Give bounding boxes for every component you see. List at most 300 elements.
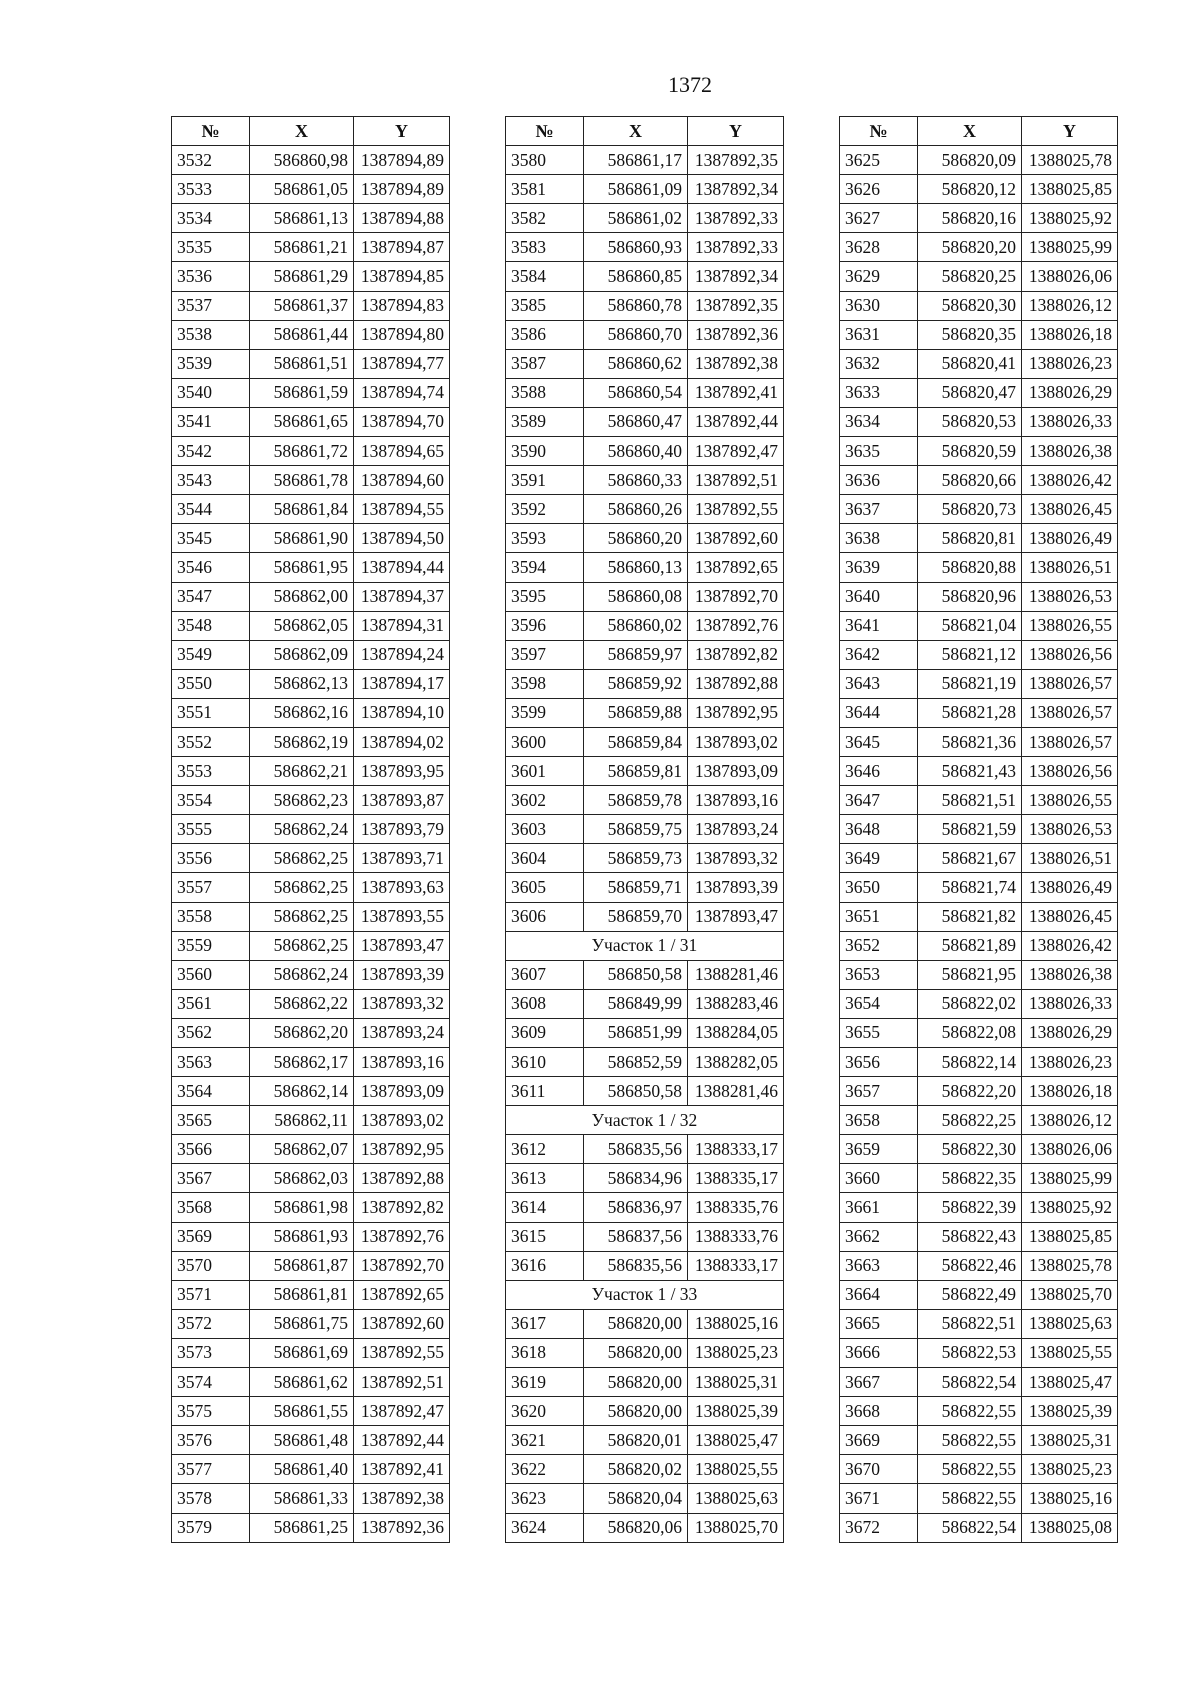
cell-y: 1388025,47 [1022,1368,1118,1397]
cell-num: 3565 [172,1106,250,1135]
table-row [172,1397,450,1426]
cell-x: 586821,19 [918,669,1022,698]
cell-x: 586862,19 [250,727,354,756]
cell-x: 586822,49 [918,1280,1022,1309]
cell-num: 3541 [172,407,250,436]
cell-x: 586860,26 [584,495,688,524]
cell-x: 586862,24 [250,815,354,844]
table-row [506,727,784,756]
table-row [840,495,1118,524]
table-row [172,1280,450,1309]
table-row [840,640,1118,669]
cell-x: 586821,89 [918,931,1022,960]
cell-x: 586820,53 [918,407,1022,436]
cell-num: 3560 [172,960,250,989]
cell-y: 1387892,76 [688,611,784,640]
cell-x: 586860,20 [584,524,688,553]
table-row [172,960,450,989]
cell-num: 3664 [840,1280,918,1309]
cell-x: 586861,87 [250,1251,354,1280]
cell-x: 586862,07 [250,1135,354,1164]
cell-num: 3663 [840,1251,918,1280]
cell-num: 3612 [506,1135,584,1164]
table-row [840,1338,1118,1367]
cell-y: 1387894,89 [354,175,450,204]
cell-num: 3588 [506,378,584,407]
cell-y: 1387894,02 [354,727,450,756]
cell-x: 586822,20 [918,1077,1022,1106]
cell-num: 3613 [506,1164,584,1193]
cell-x: 586852,59 [584,1048,688,1077]
cell-num: 3557 [172,873,250,902]
cell-y: 1387892,60 [688,524,784,553]
cell-y: 1387893,95 [354,757,450,786]
cell-x: 586861,59 [250,378,354,407]
cell-x: 586822,46 [918,1251,1022,1280]
cell-y: 1387892,47 [688,437,784,466]
table-row [506,204,784,233]
coordinate-table-3 [839,116,1118,1543]
cell-num: 3576 [172,1426,250,1455]
cell-y: 1387892,36 [688,320,784,349]
column-header-y: Y [1022,117,1118,146]
table-row [172,844,450,873]
cell-x: 586862,13 [250,669,354,698]
cell-y: 1388025,31 [1022,1426,1118,1455]
cell-y: 1388026,12 [1022,1106,1118,1135]
table-row [172,873,450,902]
cell-y: 1387894,24 [354,640,450,669]
cell-x: 586860,13 [584,553,688,582]
cell-num: 3656 [840,1048,918,1077]
cell-x: 586860,02 [584,611,688,640]
table-row [840,1164,1118,1193]
cell-num: 3626 [840,175,918,204]
cell-y: 1387893,39 [688,873,784,902]
table-row [506,669,784,698]
cell-x: 586861,65 [250,407,354,436]
cell-num: 3577 [172,1455,250,1484]
table-row [840,757,1118,786]
table-row [172,349,450,378]
cell-num: 3533 [172,175,250,204]
table-row [172,466,450,495]
table-row [172,146,450,175]
cell-y: 1387894,17 [354,669,450,698]
column-header-x: X [250,117,354,146]
table-row [172,1106,450,1135]
cell-num: 3628 [840,233,918,262]
cell-num: 3542 [172,437,250,466]
table-row [172,1251,450,1280]
table-row [506,291,784,320]
cell-num: 3615 [506,1222,584,1251]
table-row [172,437,450,466]
cell-y: 1388026,12 [1022,291,1118,320]
cell-num: 3587 [506,349,584,378]
section-header-row [506,1280,784,1309]
cell-y: 1387894,70 [354,407,450,436]
cell-y: 1387892,44 [354,1426,450,1455]
cell-y: 1388026,55 [1022,611,1118,640]
cell-y: 1387893,39 [354,960,450,989]
cell-y: 1387893,55 [354,902,450,931]
cell-num: 3595 [506,582,584,611]
cell-num: 3610 [506,1048,584,1077]
cell-x: 586860,62 [584,349,688,378]
table-row [840,1077,1118,1106]
cell-x: 586862,11 [250,1106,354,1135]
table-row [840,960,1118,989]
cell-y: 1387892,38 [354,1484,450,1513]
cell-num: 3569 [172,1222,250,1251]
table-row [506,262,784,291]
cell-y: 1388025,70 [688,1513,784,1542]
cell-x: 586861,62 [250,1368,354,1397]
cell-num: 3599 [506,698,584,727]
table-row [840,437,1118,466]
table-row [172,902,450,931]
cell-x: 586821,82 [918,902,1022,931]
table-row [506,146,784,175]
cell-y: 1388281,46 [688,960,784,989]
cell-y: 1388333,76 [688,1222,784,1251]
cell-x: 586859,84 [584,727,688,756]
table-row [840,291,1118,320]
table-row [506,1135,784,1164]
cell-x: 586859,73 [584,844,688,873]
cell-y: 1387892,65 [688,553,784,582]
table-row [172,698,450,727]
cell-num: 3537 [172,291,250,320]
cell-y: 1388025,47 [688,1426,784,1455]
cell-x: 586822,39 [918,1193,1022,1222]
cell-x: 586821,74 [918,873,1022,902]
cell-y: 1388026,23 [1022,1048,1118,1077]
section-label: Участок 1 / 32 [506,1106,784,1135]
cell-num: 3546 [172,553,250,582]
cell-x: 586861,90 [250,524,354,553]
cell-num: 3640 [840,582,918,611]
cell-x: 586820,35 [918,320,1022,349]
coordinate-table-1 [171,116,450,1543]
cell-x: 586822,55 [918,1397,1022,1426]
cell-num: 3540 [172,378,250,407]
cell-x: 586850,58 [584,1077,688,1106]
cell-num: 3553 [172,757,250,786]
cell-y: 1388026,38 [1022,960,1118,989]
cell-x: 586862,25 [250,844,354,873]
cell-y: 1387892,34 [688,175,784,204]
cell-y: 1388026,29 [1022,378,1118,407]
cell-num: 3532 [172,146,250,175]
cell-x: 586822,02 [918,989,1022,1018]
cell-x: 586820,73 [918,495,1022,524]
cell-y: 1387893,71 [354,844,450,873]
cell-num: 3561 [172,989,250,1018]
table-row [840,204,1118,233]
cell-x: 586821,28 [918,698,1022,727]
cell-num: 3616 [506,1251,584,1280]
cell-x: 586860,70 [584,320,688,349]
cell-num: 3564 [172,1077,250,1106]
cell-x: 586861,37 [250,291,354,320]
column-header-num: № [506,117,584,146]
cell-x: 586820,59 [918,437,1022,466]
cell-num: 3562 [172,1018,250,1047]
cell-x: 586834,96 [584,1164,688,1193]
table-row [840,815,1118,844]
table-row [172,1426,450,1455]
cell-y: 1388026,51 [1022,553,1118,582]
cell-x: 586861,02 [584,204,688,233]
cell-x: 586820,20 [918,233,1022,262]
cell-y: 1387892,76 [354,1222,450,1251]
cell-num: 3572 [172,1309,250,1338]
table-row [840,1368,1118,1397]
cell-x: 586820,00 [584,1368,688,1397]
cell-x: 586860,40 [584,437,688,466]
cell-y: 1388026,57 [1022,698,1118,727]
cell-x: 586861,72 [250,437,354,466]
table-row [506,757,784,786]
cell-num: 3659 [840,1135,918,1164]
table-row [506,902,784,931]
cell-num: 3600 [506,727,584,756]
cell-x: 586860,98 [250,146,354,175]
cell-num: 3649 [840,844,918,873]
column-header-y: Y [688,117,784,146]
cell-x: 586861,93 [250,1222,354,1251]
cell-y: 1387894,87 [354,233,450,262]
cell-y: 1387892,82 [354,1193,450,1222]
cell-x: 586861,48 [250,1426,354,1455]
cell-num: 3648 [840,815,918,844]
cell-num: 3586 [506,320,584,349]
table-row [172,1018,450,1047]
table-row [506,233,784,262]
cell-num: 3590 [506,437,584,466]
cell-y: 1387893,87 [354,786,450,815]
table-row [172,378,450,407]
cell-num: 3658 [840,1106,918,1135]
cell-x: 586835,56 [584,1135,688,1164]
cell-x: 586822,35 [918,1164,1022,1193]
table-row [840,553,1118,582]
cell-y: 1387892,33 [688,233,784,262]
cell-y: 1387893,47 [688,902,784,931]
cell-x: 586821,43 [918,757,1022,786]
cell-x: 586862,09 [250,640,354,669]
cell-y: 1388026,53 [1022,815,1118,844]
cell-y: 1388025,39 [688,1397,784,1426]
table-row [172,1048,450,1077]
cell-y: 1388026,06 [1022,262,1118,291]
cell-num: 3627 [840,204,918,233]
table-row [506,378,784,407]
cell-y: 1388026,33 [1022,989,1118,1018]
table-row [506,960,784,989]
cell-num: 3551 [172,698,250,727]
cell-num: 3602 [506,786,584,815]
table-row [506,495,784,524]
table-row [506,1193,784,1222]
cell-y: 1388025,92 [1022,204,1118,233]
cell-y: 1388333,17 [688,1135,784,1164]
cell-num: 3580 [506,146,584,175]
cell-y: 1387894,89 [354,146,450,175]
table-row [172,262,450,291]
cell-x: 586860,54 [584,378,688,407]
table-row [840,1513,1118,1542]
cell-y: 1388026,18 [1022,320,1118,349]
cell-y: 1387893,02 [354,1106,450,1135]
cell-x: 586859,70 [584,902,688,931]
cell-y: 1388026,42 [1022,931,1118,960]
cell-y: 1388282,05 [688,1048,784,1077]
cell-num: 3633 [840,378,918,407]
cell-x: 586822,55 [918,1484,1022,1513]
table-row [506,349,784,378]
cell-x: 586861,40 [250,1455,354,1484]
cell-y: 1388283,46 [688,989,784,1018]
cell-num: 3634 [840,407,918,436]
cell-num: 3632 [840,349,918,378]
cell-y: 1388026,06 [1022,1135,1118,1164]
cell-x: 586820,88 [918,553,1022,582]
cell-y: 1387894,85 [354,262,450,291]
cell-y: 1388026,49 [1022,524,1118,553]
cell-num: 3670 [840,1455,918,1484]
table-row [172,669,450,698]
cell-num: 3592 [506,495,584,524]
column-header-num: № [840,117,918,146]
cell-x: 586820,47 [918,378,1022,407]
cell-y: 1388284,05 [688,1018,784,1047]
cell-y: 1388335,17 [688,1164,784,1193]
cell-num: 3589 [506,407,584,436]
cell-y: 1387892,36 [354,1513,450,1542]
cell-x: 586861,84 [250,495,354,524]
table-row [840,1018,1118,1047]
table-row [506,407,784,436]
table-row [840,727,1118,756]
cell-y: 1387892,33 [688,204,784,233]
section-header-row [506,931,784,960]
cell-num: 3605 [506,873,584,902]
table-row [506,815,784,844]
table-row [840,1309,1118,1338]
cell-x: 586859,75 [584,815,688,844]
table-row [172,1513,450,1542]
cell-num: 3578 [172,1484,250,1513]
cell-num: 3536 [172,262,250,291]
cell-num: 3607 [506,960,584,989]
cell-y: 1388026,33 [1022,407,1118,436]
cell-num: 3625 [840,146,918,175]
cell-num: 3651 [840,902,918,931]
cell-y: 1387893,63 [354,873,450,902]
cell-y: 1387893,79 [354,815,450,844]
cell-x: 586862,22 [250,989,354,1018]
table-row [172,640,450,669]
cell-x: 586820,09 [918,146,1022,175]
cell-num: 3662 [840,1222,918,1251]
cell-y: 1387894,10 [354,698,450,727]
cell-y: 1387892,60 [354,1309,450,1338]
cell-num: 3620 [506,1397,584,1426]
table-row [172,175,450,204]
cell-num: 3563 [172,1048,250,1077]
cell-x: 586820,66 [918,466,1022,495]
table-row [840,669,1118,698]
table-row [840,582,1118,611]
table-row [172,1193,450,1222]
cell-y: 1388025,85 [1022,175,1118,204]
cell-x: 586850,58 [584,960,688,989]
table-row [506,320,784,349]
table-row [840,611,1118,640]
cell-y: 1387894,74 [354,378,450,407]
cell-x: 586860,47 [584,407,688,436]
cell-num: 3646 [840,757,918,786]
table-row [172,931,450,960]
cell-num: 3641 [840,611,918,640]
cell-x: 586822,08 [918,1018,1022,1047]
cell-x: 586861,69 [250,1338,354,1367]
cell-num: 3617 [506,1309,584,1338]
cell-x: 586862,25 [250,873,354,902]
cell-num: 3665 [840,1309,918,1338]
cell-x: 586861,05 [250,175,354,204]
cell-num: 3639 [840,553,918,582]
cell-y: 1387893,32 [688,844,784,873]
cell-y: 1387892,82 [688,640,784,669]
table-row [506,640,784,669]
cell-x: 586820,00 [584,1397,688,1426]
cell-y: 1387892,70 [354,1251,450,1280]
cell-x: 586859,97 [584,640,688,669]
cell-x: 586822,55 [918,1455,1022,1484]
cell-y: 1387893,32 [354,989,450,1018]
table-row [840,931,1118,960]
column-header-x: X [918,117,1022,146]
cell-num: 3671 [840,1484,918,1513]
cell-num: 3543 [172,466,250,495]
cell-num: 3534 [172,204,250,233]
cell-y: 1388026,42 [1022,466,1118,495]
table-row [840,698,1118,727]
cell-num: 3579 [172,1513,250,1542]
cell-x: 586859,92 [584,669,688,698]
cell-num: 3601 [506,757,584,786]
table-row [506,1455,784,1484]
cell-num: 3568 [172,1193,250,1222]
cell-y: 1387894,88 [354,204,450,233]
section-label: Участок 1 / 31 [506,931,784,960]
table-row [840,1426,1118,1455]
table-row [506,466,784,495]
cell-x: 586822,54 [918,1513,1022,1542]
table-row [506,1164,784,1193]
cell-y: 1387892,44 [688,407,784,436]
cell-x: 586860,78 [584,291,688,320]
table-row [506,873,784,902]
cell-y: 1387893,24 [688,815,784,844]
table-row [172,1135,450,1164]
table-row [506,1368,784,1397]
cell-y: 1388026,18 [1022,1077,1118,1106]
